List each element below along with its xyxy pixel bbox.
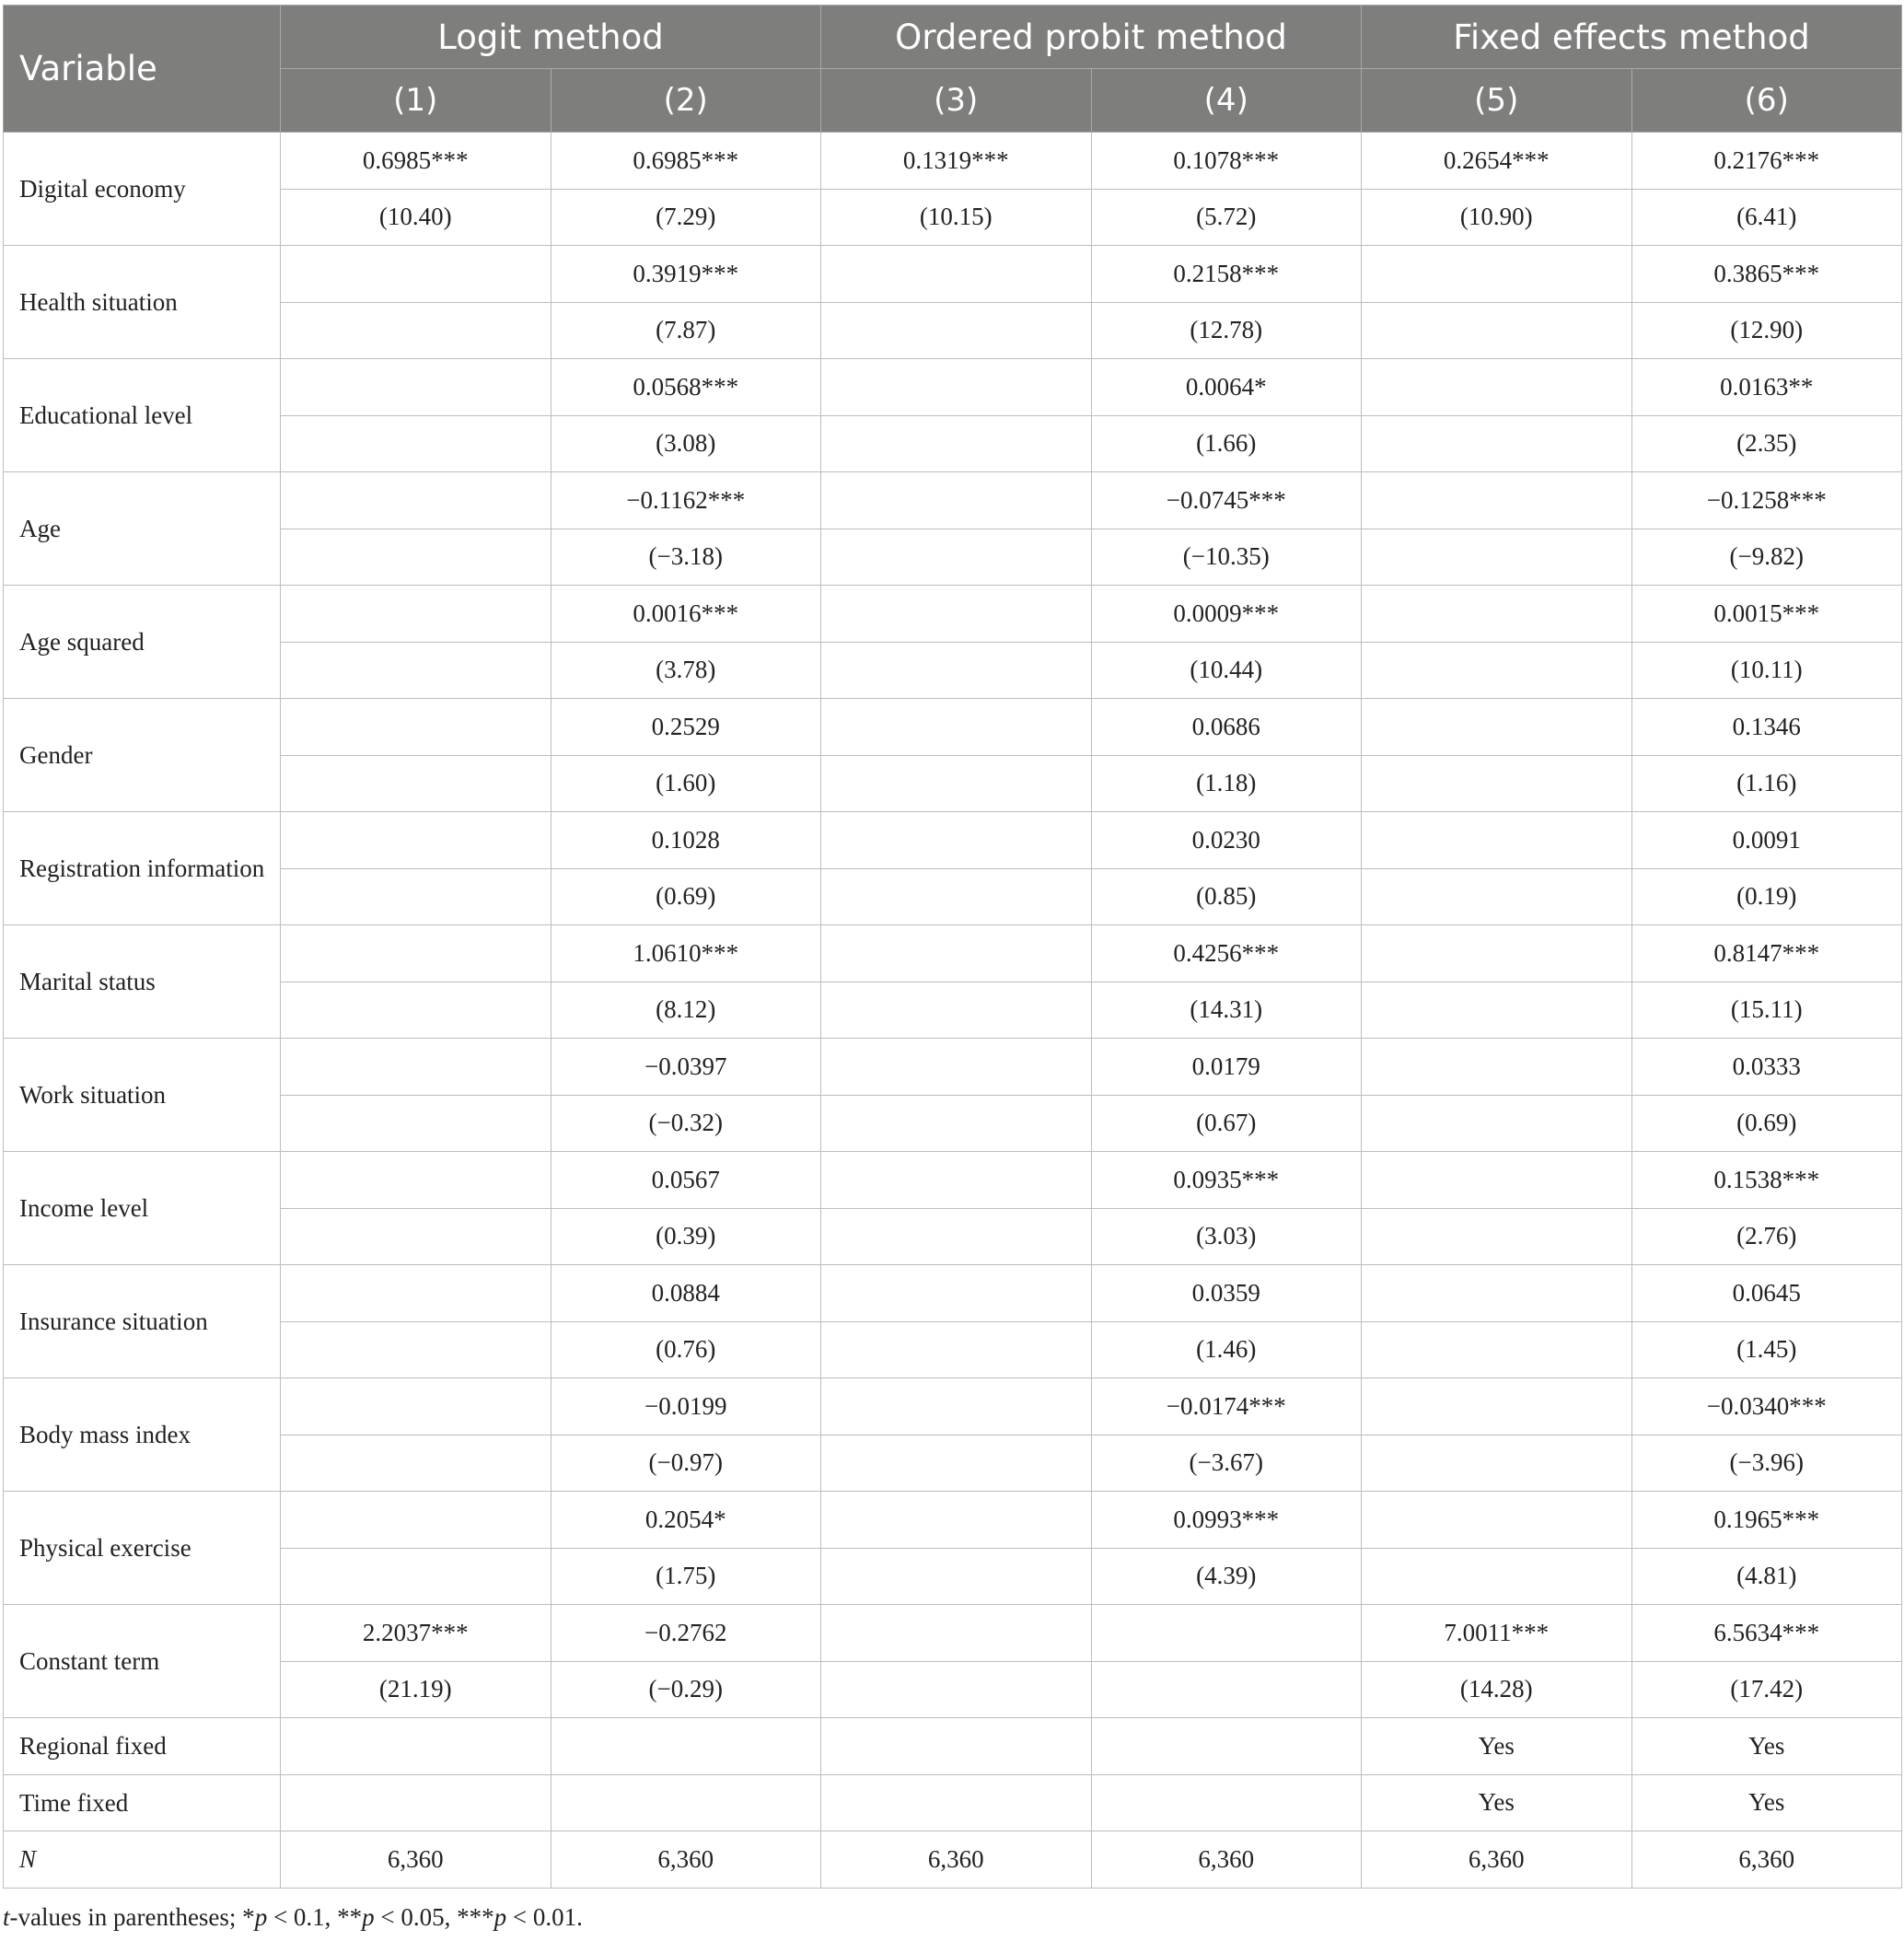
coef-cell: 0.1346 — [1631, 699, 1902, 756]
tvalue-cell — [1362, 642, 1632, 699]
value-cell — [1091, 1718, 1362, 1775]
value-cell: Yes — [1631, 1774, 1902, 1831]
coef-cell: −0.0199 — [551, 1378, 821, 1435]
table-row-single — [4, 1718, 1902, 1775]
coef-cell — [281, 1039, 551, 1096]
table-row-tvalue — [4, 415, 1902, 472]
tvalue-cell — [281, 868, 551, 925]
table-row-tvalue — [4, 1435, 1902, 1492]
tvalue-cell: (−0.29) — [551, 1661, 821, 1718]
table-row-coef — [4, 472, 1902, 529]
tvalue-cell: (21.19) — [281, 1661, 551, 1718]
tvalue-cell: (10.11) — [1631, 642, 1902, 699]
header-col-4: (4) — [1091, 69, 1362, 133]
table-row-tvalue — [4, 189, 1902, 246]
row-label: N — [4, 1831, 281, 1889]
coef-cell: 0.0333 — [1631, 1039, 1902, 1096]
tvalue-cell — [821, 529, 1092, 586]
tvalue-cell: (−3.96) — [1631, 1435, 1902, 1492]
tvalue-cell — [821, 1548, 1092, 1605]
tvalue-cell: (1.75) — [551, 1548, 821, 1605]
table-row-tvalue — [4, 642, 1902, 699]
coef-cell: −0.1162*** — [551, 472, 821, 529]
row-label: Physical exercise — [4, 1492, 281, 1605]
tvalue-cell: (1.46) — [1091, 1321, 1362, 1378]
tvalue-cell — [821, 1208, 1092, 1265]
coef-cell — [821, 1605, 1092, 1662]
regression-table — [3, 5, 1902, 1889]
table-row-tvalue — [4, 1321, 1902, 1378]
regression-table-container — [3, 5, 1901, 1932]
tvalue-cell — [281, 982, 551, 1039]
coef-cell — [1362, 359, 1632, 416]
tvalue-cell — [1362, 1321, 1632, 1378]
header-col-2: (2) — [551, 69, 821, 133]
coef-cell: 0.0686 — [1091, 699, 1362, 756]
value-cell: 6,360 — [551, 1831, 821, 1889]
value-cell: 6,360 — [1362, 1831, 1632, 1889]
header-col-3: (3) — [821, 69, 1092, 133]
coef-cell — [821, 586, 1092, 643]
table-row-tvalue — [4, 755, 1902, 812]
coef-cell: 0.6985*** — [281, 133, 551, 190]
table-row-single — [4, 1774, 1902, 1831]
coef-cell: 0.2054* — [551, 1492, 821, 1549]
header-variable: Variable — [4, 6, 281, 133]
tvalue-cell — [1362, 1548, 1632, 1605]
coef-cell — [281, 812, 551, 869]
coef-cell — [281, 586, 551, 643]
tvalue-cell: (0.19) — [1631, 868, 1902, 925]
coef-cell — [1362, 586, 1632, 643]
table-row-coef — [4, 1605, 1902, 1662]
row-label: Age — [4, 472, 281, 586]
tvalue-cell — [821, 642, 1092, 699]
tvalue-cell — [1362, 1435, 1632, 1492]
coef-cell: 0.0567 — [551, 1152, 821, 1209]
row-label: Digital economy — [4, 133, 281, 246]
tvalue-cell — [1362, 755, 1632, 812]
tvalue-cell: (1.16) — [1631, 755, 1902, 812]
coef-cell: 0.0935*** — [1091, 1152, 1362, 1209]
tvalue-cell: (10.40) — [281, 189, 551, 246]
table-row-coef — [4, 812, 1902, 869]
table-row-coef — [4, 246, 1902, 303]
coef-cell — [1362, 1152, 1632, 1209]
tvalue-cell: (−9.82) — [1631, 529, 1902, 586]
tvalue-cell — [281, 415, 551, 472]
tvalue-cell: (3.03) — [1091, 1208, 1362, 1265]
table-row-tvalue — [4, 302, 1902, 359]
coef-cell: 0.0064* — [1091, 359, 1362, 416]
tvalue-cell — [1362, 529, 1632, 586]
tvalue-cell: (4.81) — [1631, 1548, 1902, 1605]
tvalue-cell: (10.44) — [1091, 642, 1362, 699]
row-label: Registration information — [4, 812, 281, 925]
coef-cell: 0.0993*** — [1091, 1492, 1362, 1549]
value-cell — [551, 1718, 821, 1775]
value-cell — [1091, 1774, 1362, 1831]
tvalue-cell: (7.29) — [551, 189, 821, 246]
tvalue-cell — [1362, 302, 1632, 359]
coef-cell: 0.2158*** — [1091, 246, 1362, 303]
value-cell: Yes — [1362, 1718, 1632, 1775]
tvalue-cell — [821, 755, 1092, 812]
coef-cell — [281, 359, 551, 416]
header-col-5: (5) — [1362, 69, 1632, 133]
tvalue-cell: (0.69) — [551, 868, 821, 925]
coef-cell — [281, 925, 551, 982]
coef-cell: 0.0009*** — [1091, 586, 1362, 643]
header-col-1: (1) — [281, 69, 551, 133]
header-group-logit: Logit method — [281, 6, 821, 69]
coef-cell: 0.8147*** — [1631, 925, 1902, 982]
tvalue-cell — [281, 1435, 551, 1492]
coef-cell: 0.0015*** — [1631, 586, 1902, 643]
table-row-single — [4, 1831, 1902, 1889]
tvalue-cell: (3.78) — [551, 642, 821, 699]
table-row-coef — [4, 1039, 1902, 1096]
tvalue-cell: (3.08) — [551, 415, 821, 472]
tvalue-cell: (−10.35) — [1091, 529, 1362, 586]
table-row-tvalue — [4, 982, 1902, 1039]
value-cell — [821, 1774, 1092, 1831]
coef-cell — [1362, 472, 1632, 529]
coef-cell: 0.0884 — [551, 1265, 821, 1322]
tvalue-cell: (0.69) — [1631, 1095, 1902, 1152]
tvalue-cell — [1362, 1095, 1632, 1152]
coef-cell: 0.1319*** — [821, 133, 1092, 190]
coef-cell: 0.0179 — [1091, 1039, 1362, 1096]
coef-cell: 6.5634*** — [1631, 1605, 1902, 1662]
tvalue-cell: (0.39) — [551, 1208, 821, 1265]
coef-cell — [1362, 1039, 1632, 1096]
tvalue-cell — [281, 529, 551, 586]
coef-cell — [1362, 1492, 1632, 1549]
value-cell: 6,360 — [281, 1831, 551, 1889]
tvalue-cell — [1091, 1661, 1362, 1718]
table-body — [4, 133, 1902, 1889]
row-label: Age squared — [4, 586, 281, 699]
tvalue-cell: (−0.97) — [551, 1435, 821, 1492]
footnote-p3: p — [493, 1902, 507, 1931]
coef-cell: 0.2529 — [551, 699, 821, 756]
coef-cell — [1362, 925, 1632, 982]
tvalue-cell — [281, 755, 551, 812]
tvalue-cell — [1362, 982, 1632, 1039]
coef-cell: 0.0645 — [1631, 1265, 1902, 1322]
coef-cell — [1362, 1378, 1632, 1435]
table-row-coef — [4, 133, 1902, 190]
table-footnote — [3, 1903, 1901, 1932]
coef-cell — [1362, 1265, 1632, 1322]
coef-cell: 0.3919*** — [551, 246, 821, 303]
tvalue-cell: (0.67) — [1091, 1095, 1362, 1152]
row-label: Work situation — [4, 1039, 281, 1152]
row-label: Regional fixed — [4, 1718, 281, 1775]
tvalue-cell: (10.15) — [821, 189, 1092, 246]
row-label: Time fixed — [4, 1774, 281, 1831]
header-row-groups — [4, 6, 1902, 69]
row-label: Income level — [4, 1152, 281, 1265]
value-cell — [551, 1774, 821, 1831]
tvalue-cell: (6.41) — [1631, 189, 1902, 246]
tvalue-cell: (1.60) — [551, 755, 821, 812]
coef-cell: −0.1258*** — [1631, 472, 1902, 529]
table-row-coef — [4, 359, 1902, 416]
header-group-ordered-probit: Ordered probit method — [821, 6, 1362, 69]
tvalue-cell — [281, 1208, 551, 1265]
coef-cell: 0.4256*** — [1091, 925, 1362, 982]
coef-cell: 0.0091 — [1631, 812, 1902, 869]
coef-cell — [821, 1039, 1092, 1096]
coef-cell: 0.1078*** — [1091, 133, 1362, 190]
coef-cell — [1362, 812, 1632, 869]
tvalue-cell: (5.72) — [1091, 189, 1362, 246]
coef-cell: −0.0340*** — [1631, 1378, 1902, 1435]
coef-cell — [281, 1492, 551, 1549]
header-col-6: (6) — [1631, 69, 1902, 133]
coef-cell — [821, 699, 1092, 756]
coef-cell: −0.0174*** — [1091, 1378, 1362, 1435]
tvalue-cell: (2.76) — [1631, 1208, 1902, 1265]
tvalue-cell: (1.66) — [1091, 415, 1362, 472]
row-label: Constant term — [4, 1605, 281, 1718]
row-label: Insurance situation — [4, 1265, 281, 1378]
tvalue-cell — [1362, 415, 1632, 472]
coef-cell — [281, 472, 551, 529]
coef-cell: 0.1965*** — [1631, 1492, 1902, 1549]
coef-cell: 0.0568*** — [551, 359, 821, 416]
tvalue-cell: (0.76) — [551, 1321, 821, 1378]
tvalue-cell: (8.12) — [551, 982, 821, 1039]
tvalue-cell: (−0.32) — [551, 1095, 821, 1152]
footnote-text-1: -values in parentheses; * — [9, 1902, 255, 1931]
table-row-coef — [4, 1152, 1902, 1209]
table-row-coef — [4, 1492, 1902, 1549]
tvalue-cell: (14.28) — [1362, 1661, 1632, 1718]
coef-cell — [821, 812, 1092, 869]
coef-cell — [821, 1492, 1092, 1549]
value-cell: 6,360 — [1631, 1831, 1902, 1889]
table-row-tvalue — [4, 1208, 1902, 1265]
tvalue-cell: (−3.67) — [1091, 1435, 1362, 1492]
coef-cell: 1.0610*** — [551, 925, 821, 982]
coef-cell — [821, 1378, 1092, 1435]
coef-cell: 0.0016*** — [551, 586, 821, 643]
tvalue-cell — [281, 1095, 551, 1152]
tvalue-cell — [281, 1321, 551, 1378]
table-row-tvalue — [4, 868, 1902, 925]
tvalue-cell — [821, 982, 1092, 1039]
tvalue-cell — [1362, 1208, 1632, 1265]
coef-cell: 0.2654*** — [1362, 133, 1632, 190]
tvalue-cell — [1362, 868, 1632, 925]
table-row-coef — [4, 699, 1902, 756]
tvalue-cell — [821, 1095, 1092, 1152]
row-label: Marital status — [4, 925, 281, 1039]
coef-cell: 0.1538*** — [1631, 1152, 1902, 1209]
table-row-tvalue — [4, 1661, 1902, 1718]
coef-cell: 0.0359 — [1091, 1265, 1362, 1322]
value-cell — [281, 1718, 551, 1775]
row-label: Body mass index — [4, 1378, 281, 1492]
tvalue-cell: (10.90) — [1362, 189, 1632, 246]
header-group-fixed-effects: Fixed effects method — [1362, 6, 1902, 69]
tvalue-cell: (12.78) — [1091, 302, 1362, 359]
coef-cell — [821, 1265, 1092, 1322]
coef-cell: 0.6985*** — [551, 133, 821, 190]
coef-cell: 0.2176*** — [1631, 133, 1902, 190]
coef-cell — [821, 1152, 1092, 1209]
tvalue-cell: (4.39) — [1091, 1548, 1362, 1605]
coef-cell — [821, 246, 1092, 303]
tvalue-cell: (0.85) — [1091, 868, 1362, 925]
coef-cell — [281, 246, 551, 303]
tvalue-cell — [821, 1321, 1092, 1378]
tvalue-cell — [821, 1435, 1092, 1492]
row-label: Educational level — [4, 359, 281, 472]
tvalue-cell — [821, 302, 1092, 359]
coef-cell — [281, 1152, 551, 1209]
coef-cell — [1362, 246, 1632, 303]
tvalue-cell: (14.31) — [1091, 982, 1362, 1039]
tvalue-cell — [821, 415, 1092, 472]
coef-cell — [821, 925, 1092, 982]
tvalue-cell: (12.90) — [1631, 302, 1902, 359]
tvalue-cell — [821, 868, 1092, 925]
coef-cell: 7.0011*** — [1362, 1605, 1632, 1662]
row-label: Health situation — [4, 246, 281, 359]
coef-cell: 0.0163** — [1631, 359, 1902, 416]
tvalue-cell: (−3.18) — [551, 529, 821, 586]
coef-cell — [1091, 1605, 1362, 1662]
footnote-p2: p — [362, 1902, 375, 1931]
value-cell: 6,360 — [821, 1831, 1092, 1889]
tvalue-cell: (17.42) — [1631, 1661, 1902, 1718]
tvalue-cell — [821, 1661, 1092, 1718]
footnote-p1: p — [254, 1902, 268, 1931]
footnote-text-3: < 0.05, *** — [374, 1902, 494, 1931]
table-row-coef — [4, 1265, 1902, 1322]
table-row-tvalue — [4, 1095, 1902, 1152]
value-cell — [281, 1774, 551, 1831]
row-label: Gender — [4, 699, 281, 812]
tvalue-cell: (2.35) — [1631, 415, 1902, 472]
coef-cell: −0.2762 — [551, 1605, 821, 1662]
tvalue-cell: (1.18) — [1091, 755, 1362, 812]
coef-cell — [281, 1378, 551, 1435]
value-cell: Yes — [1631, 1718, 1902, 1775]
coef-cell: 0.1028 — [551, 812, 821, 869]
value-cell — [821, 1718, 1092, 1775]
table-row-tvalue — [4, 1548, 1902, 1605]
tvalue-cell — [281, 302, 551, 359]
footnote-text-4: < 0.01. — [506, 1902, 583, 1931]
coef-cell — [1362, 699, 1632, 756]
coef-cell — [821, 472, 1092, 529]
table-row-coef — [4, 586, 1902, 643]
tvalue-cell — [281, 1548, 551, 1605]
coef-cell: −0.0745*** — [1091, 472, 1362, 529]
table-header — [4, 6, 1902, 133]
coef-cell: −0.0397 — [551, 1039, 821, 1096]
footnote-text-2: < 0.1, ** — [267, 1902, 363, 1931]
footnote-t: t — [3, 1902, 10, 1931]
value-cell: 6,360 — [1091, 1831, 1362, 1889]
table-row-coef — [4, 925, 1902, 982]
coef-cell — [821, 359, 1092, 416]
table-row-coef — [4, 1378, 1902, 1435]
coef-cell: 0.3865*** — [1631, 246, 1902, 303]
coef-cell: 0.0230 — [1091, 812, 1362, 869]
table-row-tvalue — [4, 529, 1902, 586]
coef-cell — [281, 699, 551, 756]
header-row-columns — [4, 69, 1902, 133]
tvalue-cell — [281, 642, 551, 699]
tvalue-cell: (7.87) — [551, 302, 821, 359]
tvalue-cell: (1.45) — [1631, 1321, 1902, 1378]
coef-cell — [281, 1265, 551, 1322]
tvalue-cell: (15.11) — [1631, 982, 1902, 1039]
coef-cell: 2.2037*** — [281, 1605, 551, 1662]
value-cell: Yes — [1362, 1774, 1632, 1831]
